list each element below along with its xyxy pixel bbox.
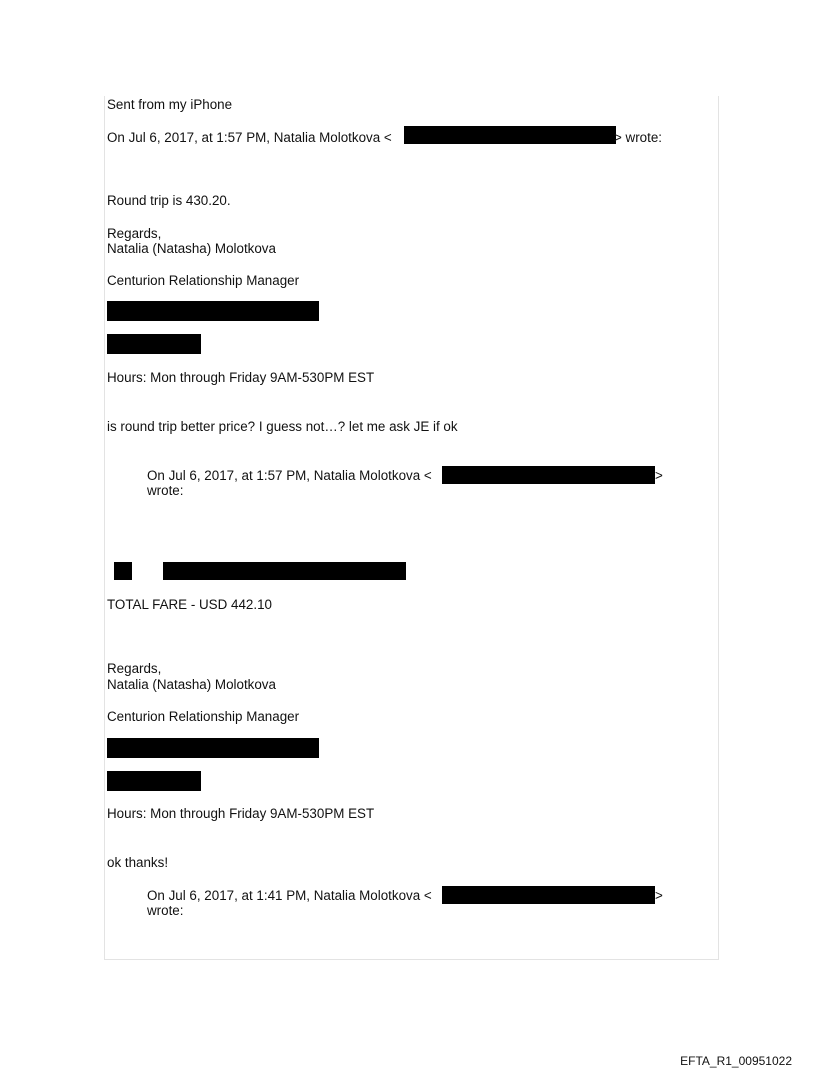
quote-header-2-wrote: wrote: — [147, 483, 184, 498]
redaction-email-2 — [442, 466, 655, 484]
redaction-small — [114, 562, 132, 580]
redaction-email-1 — [404, 126, 616, 144]
regards-1: Regards, — [107, 226, 162, 241]
redaction-contact-2a — [107, 738, 319, 758]
quote-header-1-suffix: > wrote: — [614, 130, 663, 145]
round-trip-text: Round trip is 430.20. — [107, 193, 231, 208]
sender-title-1: Centurion Relationship Manager — [107, 273, 300, 288]
quote-header-1: On Jul 6, 2017, at 1:57 PM, Natalia Molotkova < — [107, 130, 392, 145]
redaction-itinerary — [163, 562, 406, 580]
hours-1: Hours: Mon through Friday 9AM-530PM EST — [107, 370, 375, 385]
quote-header-3-wrote: wrote: — [147, 903, 184, 918]
total-fare: TOTAL FARE - USD 442.10 — [107, 597, 272, 612]
email-frame — [104, 96, 719, 960]
sender-title-2: Centurion Relationship Manager — [107, 709, 300, 724]
hours-2: Hours: Mon through Friday 9AM-530PM EST — [107, 806, 375, 821]
redaction-email-3 — [442, 886, 655, 904]
redaction-contact-1b — [107, 334, 201, 354]
quote-header-2-suffix: > — [655, 468, 663, 483]
redaction-contact-1a — [107, 301, 319, 321]
bates-number: EFTA_R1_00951022 — [680, 1054, 792, 1068]
quote-header-3: On Jul 6, 2017, at 1:41 PM, Natalia Molotkova < — [147, 888, 432, 903]
thanks-text: ok thanks! — [107, 855, 169, 870]
redaction-contact-2b — [107, 771, 201, 791]
quote-header-2: On Jul 6, 2017, at 1:57 PM, Natalia Molotkova < — [147, 468, 432, 483]
sender-name-1: Natalia (Natasha) Molotkova — [107, 241, 276, 256]
sent-from-iphone: Sent from my iPhone — [107, 97, 233, 112]
quote-header-3-suffix: > — [655, 888, 663, 903]
regards-2: Regards, — [107, 661, 162, 676]
sender-name-2: Natalia (Natasha) Molotkova — [107, 677, 276, 692]
question-text: is round trip better price? I guess not…? let me ask JE if ok — [107, 419, 458, 434]
